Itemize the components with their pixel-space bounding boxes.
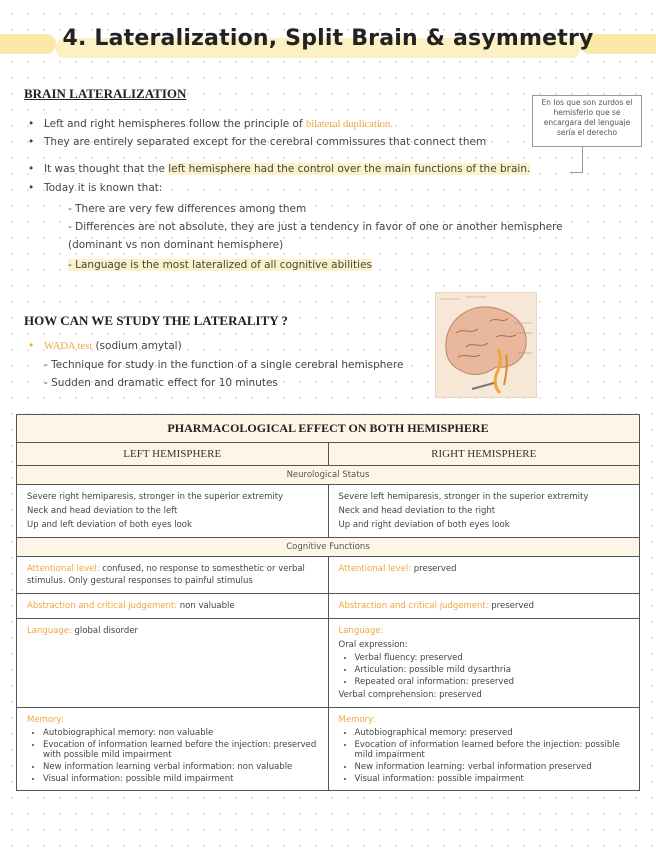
side-note: En los que son zurdos el hemisferio que se encargara del lenguaje sería el derecho [532, 95, 642, 147]
note-connector-line [570, 146, 583, 173]
attention-label: Attentional level: [338, 564, 412, 574]
list-item: • Articulation: possible mild dysarthria [355, 665, 630, 675]
sub-item-few-differences: - There are very few differences among them [68, 203, 307, 215]
keyword-wada: WADA test [44, 341, 93, 352]
verbal-comprehension: Verbal comprehension: preserved [338, 690, 482, 700]
neuro-right-cell [328, 485, 640, 538]
list-item: • Autobiographical memory: preserved [355, 728, 630, 738]
language-right-cell [328, 619, 640, 708]
language-left-cell [17, 619, 329, 708]
table-row [17, 485, 640, 538]
brain-illustration [435, 292, 537, 398]
abstraction-label: Abstraction and critical judgement: [338, 601, 489, 611]
sub-item-dominant: (dominant vs non dominant hemisphere) [68, 239, 284, 251]
sub-item-technique: - Technique for study in the function of a single cerebral hemisphere [44, 359, 404, 371]
attention-value: confused, no response to somesthetic or verbal stimulus. Only gestural responses to painful stimulus [27, 564, 305, 586]
language-label: Language: [338, 626, 384, 636]
list-item: • New information learning: verbal information preserved [355, 762, 630, 772]
list-item: • Repeated oral information: preserved [355, 677, 630, 687]
list-item: • Evocation of information learned before the injection: preserved with possible mild impairment [43, 740, 318, 760]
memory-label: Memory: [27, 715, 64, 725]
section-neurological-status: Neurological Status [17, 466, 640, 485]
abstraction-label: Abstraction and critical judgement: [27, 601, 178, 611]
bullet-text: Left and right hemispheres follow the principle of [44, 118, 307, 130]
oral-expression-label: Oral expression: [338, 640, 408, 650]
neuro-right-line: Severe left hemiparesis, stronger in the superior extremity [338, 492, 589, 502]
table-title: PHARMACOLOGICAL EFFECT ON BOTH HEMISPHERE [17, 415, 640, 443]
bullet-wada [28, 340, 182, 352]
language-label: Language: [27, 626, 72, 636]
bullet-dot-icon: • [28, 118, 35, 130]
sub-item-language: - Language is the most lateralized of all cognitive abilities [68, 259, 373, 271]
table-row [17, 708, 640, 791]
attention-left-cell [17, 557, 329, 594]
section-heading-brain-lateralization: BRAIN LATERALIZATION [24, 86, 187, 101]
memory-label: Memory: [338, 715, 376, 725]
bullet-text: Today it is known that: [44, 182, 163, 194]
list-item: • Visual information: possible impairment [355, 774, 630, 784]
abstraction-value: preserved [488, 601, 535, 611]
keyword-bilateral: bilateral duplication. [306, 119, 393, 130]
bullet-dot-icon: • [28, 340, 35, 352]
brain-icon [436, 293, 536, 397]
highlight-left-hemisphere: left hemisphere had the control over the main functions of the brain. [168, 163, 531, 175]
page-title: 4. Lateralization, Split Brain & asymmetry [62, 26, 594, 51]
section-heading-laterality: HOW CAN WE STUDY THE LATERALITY ? [24, 313, 288, 328]
sub-item-effect: - Sudden and dramatic effect for 10 minutes [44, 377, 278, 389]
neuro-left-line: Severe right hemiparesis, stronger in the superior extremity [27, 492, 284, 502]
list-item: • New information learning verbal information: non valuable [43, 762, 318, 772]
neuro-right-line: Neck and head deviation to the right [338, 506, 496, 516]
list-item: • Autobiographical memory: non valuable [43, 728, 318, 738]
list-item: • Verbal fluency: preserved [355, 653, 630, 663]
bullet-today [28, 182, 162, 194]
table-row [17, 557, 640, 594]
attention-right-cell [328, 557, 640, 594]
bullet-left-control [28, 163, 530, 175]
list-item: • Evocation of information learned before the injection: possible mild impairment [355, 740, 630, 760]
memory-left-cell [17, 708, 329, 791]
bullet-dot-icon: • [28, 163, 35, 175]
attention-label: Attentional level: [27, 564, 100, 574]
bullet-text: They are entirely separated except for the cerebral commissures that connect them [44, 136, 487, 148]
abstraction-right-cell [328, 594, 640, 619]
wada-detail: (sodium amytal) [92, 340, 182, 352]
table-row [17, 594, 640, 619]
column-header-right: RIGHT HEMISPHERE [328, 443, 640, 466]
memory-right-cell [328, 708, 640, 791]
language-value: global disorder [71, 626, 138, 636]
bullet-text: It was thought that the [44, 163, 169, 175]
column-header-left: LEFT HEMISPHERE [17, 443, 329, 466]
section-cognitive-functions: Cognitive Functions [17, 538, 640, 557]
neuro-left-line: Up and left deviation of both eyes look [27, 520, 192, 530]
neuro-right-line: Up and right deviation of both eyes look [338, 520, 510, 530]
abstraction-value: non valuable [177, 601, 235, 611]
bullet-dot-icon: • [28, 136, 35, 148]
title-banner [0, 24, 656, 64]
abstraction-left-cell [17, 594, 329, 619]
list-item: • Visual information: possible mild impairment [43, 774, 318, 784]
bullet-dot-icon: • [28, 182, 35, 194]
attention-value: preserved [411, 564, 457, 574]
pharmacological-effect-table [16, 414, 640, 791]
bullet-bilateral [28, 118, 393, 130]
bullet-separated [28, 136, 486, 148]
table-row [17, 619, 640, 708]
sub-item-not-absolute: - Differences are not absolute, they are just a tendency in favor of one or another hemisphere [68, 221, 563, 233]
neuro-left-line: Neck and head deviation to the left [27, 506, 178, 516]
neuro-left-cell [17, 485, 329, 538]
